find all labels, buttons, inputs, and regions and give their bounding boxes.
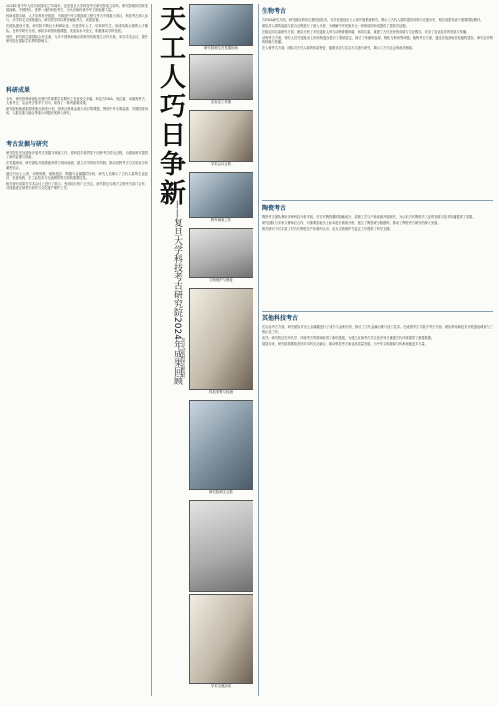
photo-caption: 野外调查工作 — [210, 218, 232, 222]
section-divider — [262, 311, 493, 312]
section-paragraph: 此外，研究院还在年代学、环境考古等领域取得了新的进展，为建立区域考古学文化序列与重建古代环境提供了重要数据。 — [262, 335, 435, 340]
section-paragraph: 在稳定同位素研究方面，团队分析了多处遗址人骨与动物骨骼的碳、氮同位素，重建了古代先民的食谱与生业模式，讨论了农业经济的发展与传播。 — [262, 29, 470, 34]
section-paragraph: 团队对人群的起源与混合过程进行了深入分析，为理解中华民族多元一体格局的形成提供了遗传学证据。 — [262, 23, 409, 28]
section-divider — [262, 200, 493, 201]
right-column — [262, 6, 493, 706]
masthead-title: 天工人巧日争新 — [159, 5, 186, 209]
photo-caption: 样品采集与检测 — [209, 390, 233, 394]
intro-paragraph: 2024年是中华人民共和国成立75周年，也是复旦大学科技考古研究院成立周年。研究院紧扣国家发展战略，中国特色、世界一流的科技考古，为认识和传承中华文明贡献力量。 — [6, 4, 148, 13]
section-paragraph: 古DNA研究方面，研究团队利用古基因组技术，对多处遗址出土人骨开展系统研究，揭示了古代人群的遗传结构与迁徙历史，相关成果发表于重要国际期刊。 — [262, 18, 484, 22]
photo — [189, 500, 253, 592]
photo — [189, 594, 253, 684]
photo — [189, 110, 253, 162]
section-paragraph: 研究院在多处遗址开展考古发掘与调查工作，将科技手段贯穿于田野考古的全过程，为遗址研究提供了新的证据与视角。 — [6, 151, 148, 160]
section-paragraph: 陶瓷考古团队利用多种科技分析手段，对古代陶瓷器的胎釉成分、烧制工艺与产地来源开展研究，为认识古代陶瓷手工业的发展与技术传播提供了依据。 — [262, 214, 476, 219]
section-paragraph: 通过对出土人骨、动物骨骼、植物遗存、陶器与金属器的分析，研究人员揭示了古代人群的生业经济、饮食结构、手工业技术与交流网络等方面的重要信息。 — [6, 171, 148, 180]
left-column — [6, 4, 148, 704]
photo — [189, 172, 253, 218]
section-heading: 科研成果 — [6, 86, 31, 94]
photo — [189, 4, 253, 46]
photo-caption: 研究院师生在发掘现场 — [204, 46, 238, 50]
photo — [189, 288, 253, 390]
photo-caption: 学术交流活动 — [210, 684, 232, 688]
column-divider — [258, 4, 259, 696]
section-paragraph: 在发掘现场，研究团队开展系统采样与现场检测，建立多学科协作机制，推动田野考古与实验室分析紧密结合。 — [6, 161, 148, 170]
intro-paragraph: 在团队建设方面，研究院不断壮大科研队伍，引进青年人才，培养研究生，形成结构合理的人才梯队。在科学研究方面，承担多项国家级课题，发表高水平论文，积极推动学科发展。 — [6, 24, 148, 33]
section-paragraph: 研究团队与多家文博单位合作，对重要窑址出土标本进行系统分析，建立了陶瓷成分数据库，推动了陶瓷考古研究的深入发展。 — [262, 220, 441, 225]
section-paragraph: 研究院积极承担国家重点研发计划、国家社科基金重大项目等课题，围绕中华文明起源、早期国家形成、人群迁徙与融合等重大问题开展深入研究。 — [6, 106, 148, 116]
photo — [189, 54, 253, 100]
section-heading: 陶瓷考古 — [262, 204, 287, 212]
photo-caption: 研究院师生合影 — [209, 490, 233, 494]
section-paragraph: 相关研究成果在学术会议上进行了展示，受到同行的广泛关注。研究院还与地方文物考古部门合作，共同推进区域考古研究与文化遗产保护工作。 — [6, 181, 148, 190]
section-heading: 生物考古 — [262, 8, 287, 15]
masthead-byline: 复旦大学科技考古研究院 — [182, 338, 186, 378]
intro-block — [6, 4, 148, 43]
spacer — [6, 117, 148, 139]
photo-column — [189, 0, 253, 700]
intro-paragraph: 科研成果丰硕、人才培养有序推进，为推进中华文明探源工程与考古中国重大项目，科技考古深入参与，多学科交叉深度融合。研究院坚持以科技赋能考古，成果显著。 — [6, 14, 148, 23]
section-paragraph: 在人骨考古方面，团队对古代人群的体质特征、健康状况与生活方式进行研究，揭示了古代社会的诸多侧面。 — [262, 45, 415, 50]
section-paragraph: 展望未来，研究院将继续坚持多学科交叉融合，推动科技考古事业高质量发展，为中华文明探源与传承贡献更多力量。 — [262, 341, 428, 346]
photo — [189, 228, 253, 278]
masthead-subtitle: ——复旦大学科技考古研究院2024年成果回顾 — [172, 200, 182, 385]
section-heading: 其他科技考古 — [262, 315, 299, 323]
photo-caption: 学术会议合影 — [210, 162, 232, 166]
section-paragraph: 全年，研究院科研团队在国内外重要学术期刊上发表论文多篇，涉及古DNA、同位素、动植物考古、人骨考古、冶金考古等多个方向，取得了一系列重要成果。 — [6, 96, 148, 106]
section-paragraph: 在冶金考古方面，研究团队对出土金属器进行了成分与金相分析，探讨了古代金属冶炼与加工技术。在遥感考古与数字考古方面，团队利用新技术开展遗址调查与三维记录工作。 — [262, 325, 493, 334]
photo — [189, 400, 253, 490]
section-heading: 考古发掘与研究 — [6, 141, 49, 149]
intro-paragraph: 同时，研究院注重国际合作交流，与多个国家和地区的研究机构建立合作关系，举办学术会议，提升研究院在国际学术界的影响力。 — [6, 34, 148, 43]
section-paragraph: 相关研究不仅丰富了对古代陶瓷生产体系的认识，也为文物保护与鉴定工作提供了科学支撑。 — [262, 226, 393, 231]
spacer — [6, 45, 148, 85]
photo-caption: 文物保护与修复 — [209, 278, 233, 282]
section-paragraph: 动物考古方面，研究人员对遗址出土的动物遗存进行了系统鉴定，探讨了家畜的起源、驯化与利用等问题。植物考古方面，通过浮选获取炭化植物遗存，研究农作物的种植与传播。 — [262, 35, 493, 44]
photo-caption: 实验室工作照 — [210, 100, 232, 104]
